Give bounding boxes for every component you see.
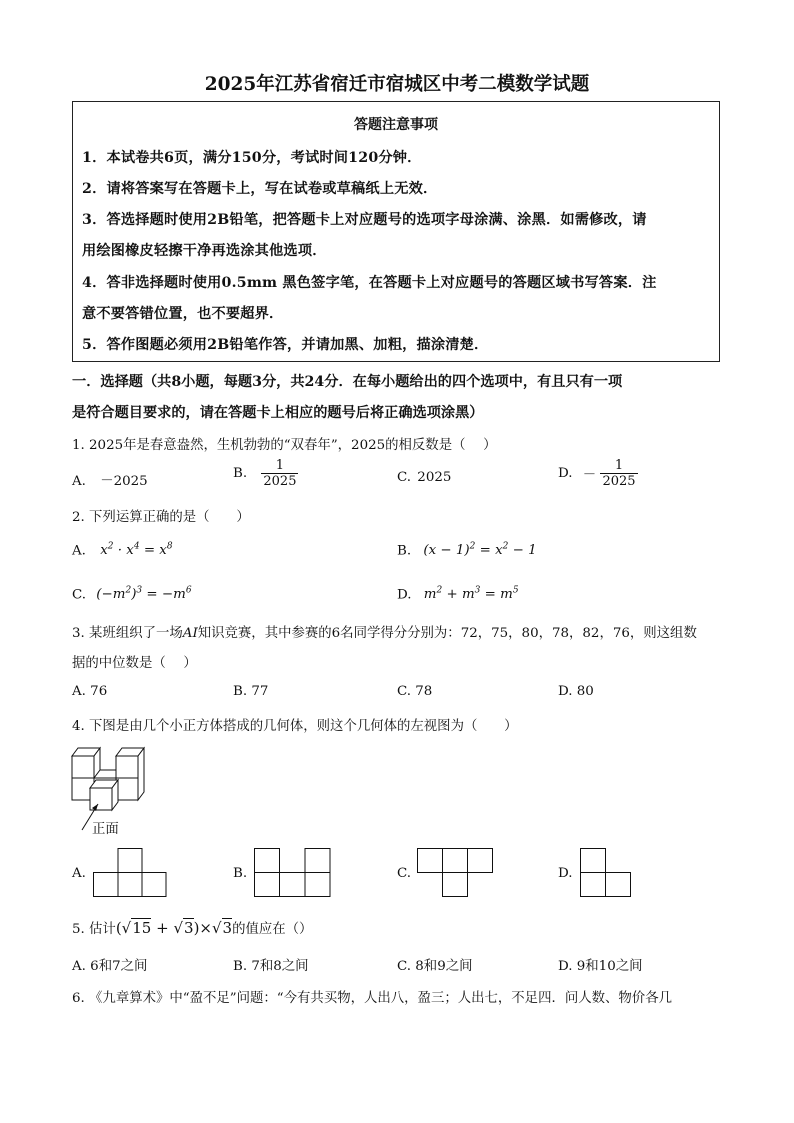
q5-option-d: D. 9和10之间 <box>558 959 643 974</box>
q4-option-c-view <box>417 848 495 898</box>
q4-front-label: 正面 <box>92 822 119 837</box>
q5-expression: (√15 + √3)×√3 <box>115 919 233 937</box>
q1-option-c-text: 2025 <box>417 470 452 485</box>
q5-stem-suffix: 的值应在（） <box>232 922 313 937</box>
q1-option-a <box>72 470 148 489</box>
q5-option-b: B. 7和8之间 <box>233 959 309 974</box>
q1-stem: 1. 2025年是春意盎然，生机勃勃的“双春年”，2025的相反数是（ ） <box>72 438 497 453</box>
q1-option-d-numerator: 1 <box>614 458 624 473</box>
section-heading-line-1: 一．选择题（共8小题，每题3分，共24分．在每小题给出的四个选项中，有且只有一项 <box>72 374 623 390</box>
q3-option-a: A. 76 <box>72 684 108 699</box>
q4-option-b-label: B. <box>233 866 248 881</box>
q1-option-b <box>233 458 298 489</box>
q3-stem-part-2: 知识竞赛，其中参赛的6名同学得分分别为：72，75，80，78，82，76，则这组数 <box>197 626 697 641</box>
q4-option-c-label: C. <box>397 866 412 881</box>
q1-option-d-fraction <box>600 458 637 489</box>
q5-stem <box>72 918 312 937</box>
q3-stem-line-1 <box>72 622 697 641</box>
q3-stem-part-1: 3. 某班组织了一场 <box>72 626 183 641</box>
notice-heading: 答题注意事项 <box>354 117 438 133</box>
q4-option-d-label: D. <box>558 866 573 881</box>
page-title: 2025年江苏省宿迁市宿城区中考二模数学试题 <box>204 74 590 95</box>
q4-stem: 4. 下图是由几个小正方体搭成的几何体，则这个几何体的左视图为（ ） <box>72 719 518 734</box>
notice-line-4: 用绘图橡皮轻擦干净再选涂其他选项． <box>82 243 327 259</box>
q2-option-b-expression: $(x - 1)^2 = x^2 - 1$ <box>423 542 537 559</box>
q1-option-d-sign: － <box>582 468 597 483</box>
notice-line-1: 1．本试卷共6页，满分150分，考试时间120分钟． <box>82 150 422 166</box>
q3-option-d: D. 80 <box>558 684 594 699</box>
q4-option-b-view <box>254 848 332 898</box>
q1-option-d-label: D. <box>558 466 573 481</box>
q3-stem-line-2: 据的中位数是（ ） <box>72 656 197 671</box>
notice-line-6: 意不要答错位置，也不要超界． <box>82 306 284 322</box>
q2-option-c-expression: $(-m^2)^3 = -m^6$ <box>96 586 192 603</box>
q3-option-b: B. 77 <box>233 684 269 699</box>
notice-line-2: 2．请将答案写在答题卡上，写在试卷或草稿纸上无效． <box>82 181 438 197</box>
q5-stem-prefix: 5. 估计 <box>72 922 116 937</box>
q4-solid-figure <box>70 744 160 824</box>
q1-option-b-denominator: 2025 <box>263 474 297 489</box>
q1-option-a-label: A. <box>72 474 86 489</box>
q2-option-c <box>72 586 192 602</box>
q3-option-c: C. 78 <box>397 684 433 699</box>
q3-stem-ai: AI <box>182 626 198 641</box>
q1-option-c <box>397 470 451 485</box>
q6-stem: 6. 《九章算术》中“盈不足”问题：“今有共买物，人出八，盈三；人出七，不足四．问人数、物价各几 <box>72 991 672 1006</box>
q4-option-a-label: A. <box>72 866 86 881</box>
section-heading-line-2: 是符合题目要求的，请在答题卡上相应的题号后将正确选项涂黑） <box>72 405 484 421</box>
q4-option-a-grid <box>93 848 168 898</box>
q2-stem: 2. 下列运算正确的是（ ） <box>72 510 250 525</box>
q2-option-b <box>397 542 537 558</box>
q1-option-d-denominator: 2025 <box>602 474 636 489</box>
q4-option-d-view <box>580 848 632 898</box>
notice-line-7: 5．答作图题必须用2B铅笔作答，并请加黑、加粗，描涂清楚． <box>82 337 489 353</box>
q2-option-d <box>397 586 519 602</box>
q2-option-c-label: C. <box>72 587 87 603</box>
q2-option-a-expression: $x^2 \cdot x^4 = x^8$ <box>100 542 173 559</box>
q2-option-b-label: B. <box>397 543 412 559</box>
q5-option-a: A. 6和7之间 <box>72 959 148 974</box>
notice-line-5: 4．答非选择题时使用0.5mm 黑色签字笔，在答题卡上对应题号的答题区域书写答案．注 <box>82 275 657 291</box>
q2-option-d-label: D. <box>397 587 412 603</box>
q1-option-a-text: －2025 <box>100 474 148 489</box>
q2-option-a <box>72 542 173 558</box>
q1-option-d <box>558 458 638 489</box>
q2-option-a-label: A. <box>72 543 86 559</box>
q1-option-b-numerator: 1 <box>275 458 285 473</box>
q1-option-b-fraction <box>261 458 298 489</box>
q5-option-c: C. 8和9之间 <box>397 959 473 974</box>
notice-line-3: 3．答选择题时使用2B铅笔，把答题卡上对应题号的选项字母涂满、涂黑．如需修改，请 <box>82 212 647 228</box>
q1-option-b-label: B. <box>233 466 248 481</box>
q2-option-d-expression: $m^2 + m^3 = m^5$ <box>423 586 519 603</box>
q1-option-c-label: C. <box>397 470 412 485</box>
